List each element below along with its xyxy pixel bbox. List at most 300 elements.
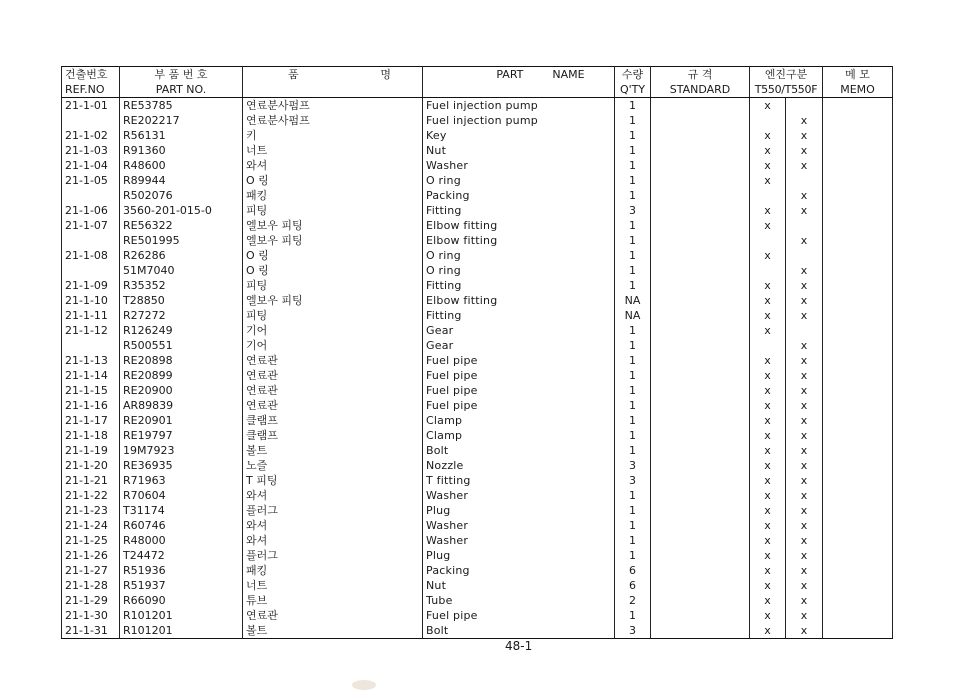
part-name-cell: Elbow fitting [423,233,615,248]
part-no-cell: RE20898 [120,353,243,368]
part-no-cell: RE501995 [120,233,243,248]
standard-cell [651,248,750,263]
standard-cell [651,113,750,128]
part-name-cell: O ring [423,173,615,188]
table-row [62,503,893,518]
engine-t550-cell: x [750,398,786,413]
part-name-cell: Bolt [423,443,615,458]
table-row [62,458,893,473]
part-name-cell: Clamp [423,413,615,428]
ref-no-cell: 21-1-08 [62,248,120,263]
page-number: 48-1 [505,639,533,653]
part-no-cell: T24472 [120,548,243,563]
header-std-ko: 규 격 [651,67,750,83]
korean-name-cell: 피팅 [243,278,423,293]
ref-no-cell [62,233,120,248]
table-row [62,263,893,278]
table-row [62,188,893,203]
standard-cell [651,503,750,518]
qty-cell: 1 [615,323,651,338]
memo-cell [823,233,893,248]
part-name-cell: Plug [423,548,615,563]
memo-cell [823,353,893,368]
qty-cell: 1 [615,263,651,278]
part-no-cell: R70604 [120,488,243,503]
qty-cell: 1 [615,338,651,353]
part-no-cell: R60746 [120,518,243,533]
engine-t550-cell: x [750,533,786,548]
header-ename [423,67,615,83]
engine-t550f-cell: x [786,233,823,248]
engine-t550f-cell: x [786,293,823,308]
engine-t550-cell: x [750,623,786,639]
standard-cell [651,233,750,248]
qty-cell: 3 [615,473,651,488]
table-row [62,473,893,488]
qty-cell: 1 [615,443,651,458]
korean-name-cell: T 피팅 [243,473,423,488]
engine-t550-cell: x [750,278,786,293]
standard-cell [651,128,750,143]
engine-t550f-cell: x [786,623,823,639]
part-name-cell: Washer [423,533,615,548]
qty-cell: 1 [615,608,651,623]
header-row-korean [62,67,893,83]
qty-cell: 1 [615,188,651,203]
standard-cell [651,98,750,114]
engine-t550-cell: x [750,443,786,458]
memo-cell [823,383,893,398]
engine-t550-cell: x [750,353,786,368]
engine-t550-cell: x [750,248,786,263]
standard-cell [651,293,750,308]
engine-t550f-cell [786,248,823,263]
ref-no-cell: 21-1-02 [62,128,120,143]
part-no-cell: R27272 [120,308,243,323]
engine-t550f-cell: x [786,548,823,563]
ref-no-cell: 21-1-21 [62,473,120,488]
memo-cell [823,518,893,533]
ref-no-cell: 21-1-05 [62,173,120,188]
ref-no-cell: 21-1-07 [62,218,120,233]
engine-t550f-cell: x [786,443,823,458]
engine-t550-cell: x [750,473,786,488]
standard-cell [651,518,750,533]
memo-cell [823,473,893,488]
korean-name-cell: 피팅 [243,203,423,218]
qty-cell: 1 [615,548,651,563]
part-no-cell: RE20901 [120,413,243,428]
ref-no-cell: 21-1-01 [62,98,120,114]
part-name-cell: Washer [423,488,615,503]
korean-name-cell: 기어 [243,323,423,338]
engine-t550f-cell: x [786,128,823,143]
ref-no-cell: 21-1-13 [62,353,120,368]
engine-t550f-cell: x [786,518,823,533]
engine-t550f-cell: x [786,503,823,518]
header-qty-ko: 수량 [615,67,651,83]
engine-t550-cell: x [750,563,786,578]
qty-cell: 1 [615,398,651,413]
engine-t550f-cell: x [786,473,823,488]
korean-name-cell: 튜브 [243,593,423,608]
header-ref-en: REF.NO [62,82,120,98]
header-ename-right: NAME [552,67,585,81]
qty-cell: 1 [615,233,651,248]
part-no-cell: R502076 [120,188,243,203]
engine-t550-cell [750,188,786,203]
memo-cell [823,98,893,114]
part-name-cell: T fitting [423,473,615,488]
ref-no-cell: 21-1-29 [62,593,120,608]
korean-name-cell: 볼트 [243,443,423,458]
table-row [62,173,893,188]
part-no-cell: T28850 [120,293,243,308]
header-kname-blank [243,82,423,98]
engine-t550f-cell: x [786,488,823,503]
paper-smudge [352,680,376,690]
korean-name-cell: 엘보우 피팅 [243,293,423,308]
ref-no-cell: 21-1-18 [62,428,120,443]
ref-no-cell: 21-1-20 [62,458,120,473]
table-row [62,233,893,248]
memo-cell [823,128,893,143]
table-row [62,488,893,503]
qty-cell: 1 [615,518,651,533]
standard-cell [651,143,750,158]
table-row [62,368,893,383]
part-name-cell: Tube [423,593,615,608]
korean-name-cell: 엘보우 피팅 [243,218,423,233]
qty-cell: 3 [615,623,651,639]
memo-cell [823,488,893,503]
part-name-cell: Key [423,128,615,143]
qty-cell: NA [615,308,651,323]
engine-t550f-cell: x [786,533,823,548]
table-row [62,158,893,173]
engine-t550-cell: x [750,578,786,593]
table-row [62,203,893,218]
engine-t550-cell: x [750,308,786,323]
memo-cell [823,218,893,233]
ref-no-cell [62,188,120,203]
memo-cell [823,608,893,623]
part-no-cell: RE19797 [120,428,243,443]
part-name-cell: Elbow fitting [423,218,615,233]
memo-cell [823,173,893,188]
ref-no-cell: 21-1-15 [62,383,120,398]
qty-cell: 1 [615,128,651,143]
table-row [62,623,893,639]
header-eng-en: T550/T550F [750,82,823,98]
standard-cell [651,548,750,563]
header-part-ko: 부 품 번 호 [120,67,243,83]
part-no-cell: AR89839 [120,398,243,413]
ref-no-cell: 21-1-28 [62,578,120,593]
table-row [62,308,893,323]
part-name-cell: Clamp [423,428,615,443]
engine-t550f-cell: x [786,398,823,413]
engine-t550f-cell: x [786,278,823,293]
korean-name-cell: 연료관 [243,368,423,383]
header-ename-blank [423,82,615,98]
engine-t550f-cell: x [786,338,823,353]
engine-t550-cell [750,338,786,353]
korean-name-cell: 플러그 [243,503,423,518]
part-name-cell: Washer [423,158,615,173]
part-name-cell: Gear [423,323,615,338]
part-no-cell: R89944 [120,173,243,188]
part-no-cell: RE20900 [120,383,243,398]
qty-cell: 3 [615,458,651,473]
engine-t550f-cell: x [786,353,823,368]
part-name-cell: Gear [423,338,615,353]
memo-cell [823,413,893,428]
memo-cell [823,503,893,518]
standard-cell [651,368,750,383]
korean-name-cell: 기어 [243,338,423,353]
ref-no-cell: 21-1-10 [62,293,120,308]
qty-cell: 1 [615,248,651,263]
standard-cell [651,323,750,338]
memo-cell [823,188,893,203]
part-name-cell: Fuel injection pump [423,98,615,114]
part-name-cell: Fuel pipe [423,353,615,368]
part-no-cell: RE53785 [120,98,243,114]
standard-cell [651,218,750,233]
korean-name-cell: 플러그 [243,548,423,563]
korean-name-cell: O 링 [243,263,423,278]
standard-cell [651,398,750,413]
qty-cell: 6 [615,563,651,578]
standard-cell [651,383,750,398]
engine-t550-cell: x [750,548,786,563]
korean-name-cell: 패킹 [243,188,423,203]
korean-name-cell: 연료관 [243,398,423,413]
part-name-cell: Nozzle [423,458,615,473]
part-name-cell: Fuel pipe [423,383,615,398]
ref-no-cell [62,263,120,278]
korean-name-cell: 연료관 [243,383,423,398]
header-qty-en: Q'TY [615,82,651,98]
engine-t550f-cell: x [786,458,823,473]
qty-cell: 1 [615,488,651,503]
standard-cell [651,308,750,323]
korean-name-cell: 패킹 [243,563,423,578]
korean-name-cell: 너트 [243,143,423,158]
table-row [62,218,893,233]
part-no-cell: R51936 [120,563,243,578]
qty-cell: 1 [615,98,651,114]
standard-cell [651,203,750,218]
memo-cell [823,308,893,323]
standard-cell [651,278,750,293]
part-no-cell: R126249 [120,323,243,338]
ref-no-cell: 21-1-27 [62,563,120,578]
part-no-cell: R48600 [120,158,243,173]
part-no-cell: R71963 [120,473,243,488]
header-ref-ko: 건출번호 [62,67,120,83]
engine-t550f-cell [786,98,823,114]
part-name-cell: O ring [423,263,615,278]
standard-cell [651,488,750,503]
engine-t550f-cell [786,173,823,188]
part-no-cell: 19M7923 [120,443,243,458]
standard-cell [651,608,750,623]
engine-t550-cell: x [750,203,786,218]
part-name-cell: Packing [423,188,615,203]
engine-t550-cell: x [750,488,786,503]
standard-cell [651,533,750,548]
table-row [62,533,893,548]
engine-t550-cell: x [750,458,786,473]
table-row [62,518,893,533]
standard-cell [651,443,750,458]
korean-name-cell: O 링 [243,173,423,188]
table-row [62,398,893,413]
korean-name-cell: 엘보우 피팅 [243,233,423,248]
memo-cell [823,278,893,293]
standard-cell [651,593,750,608]
memo-cell [823,203,893,218]
memo-cell [823,248,893,263]
engine-t550f-cell [786,218,823,233]
engine-t550f-cell: x [786,563,823,578]
memo-cell [823,293,893,308]
ref-no-cell: 21-1-11 [62,308,120,323]
ref-no-cell: 21-1-14 [62,368,120,383]
ref-no-cell: 21-1-25 [62,533,120,548]
ref-no-cell [62,338,120,353]
ref-no-cell: 21-1-30 [62,608,120,623]
qty-cell: 1 [615,173,651,188]
engine-t550f-cell: x [786,383,823,398]
qty-cell: 1 [615,143,651,158]
engine-t550f-cell: x [786,143,823,158]
standard-cell [651,428,750,443]
header-eng-ko: 엔진구분 [750,67,823,83]
header-kname-left: 품 [288,67,299,81]
korean-name-cell: 연료분사펌프 [243,113,423,128]
qty-cell: 1 [615,218,651,233]
ref-no-cell: 21-1-06 [62,203,120,218]
header-kname-right: 명 [380,67,391,81]
memo-cell [823,578,893,593]
part-no-cell: R51937 [120,578,243,593]
table-row [62,293,893,308]
engine-t550-cell: x [750,428,786,443]
header-memo-ko: 메 모 [823,67,893,83]
table-row [62,353,893,368]
ref-no-cell: 21-1-22 [62,488,120,503]
standard-cell [651,173,750,188]
header-std-en: STANDARD [651,82,750,98]
header-ename-left: PART [496,67,524,81]
part-name-cell: Plug [423,503,615,518]
part-no-cell: R56131 [120,128,243,143]
part-no-cell: RE202217 [120,113,243,128]
engine-t550-cell: x [750,518,786,533]
part-no-cell: R101201 [120,623,243,639]
engine-t550-cell: x [750,383,786,398]
table-row [62,338,893,353]
qty-cell: 1 [615,383,651,398]
memo-cell [823,563,893,578]
ref-no-cell: 21-1-09 [62,278,120,293]
part-name-cell: Fuel pipe [423,368,615,383]
engine-t550-cell: x [750,98,786,114]
part-no-cell: R91360 [120,143,243,158]
engine-t550f-cell: x [786,158,823,173]
table-row [62,413,893,428]
header-memo-en: MEMO [823,82,893,98]
header-row-english [62,82,893,98]
part-no-cell: R66090 [120,593,243,608]
memo-cell [823,398,893,413]
memo-cell [823,533,893,548]
engine-t550f-cell: x [786,368,823,383]
table-row [62,143,893,158]
ref-no-cell: 21-1-26 [62,548,120,563]
qty-cell: 1 [615,413,651,428]
memo-cell [823,323,893,338]
part-name-cell: Nut [423,143,615,158]
ref-no-cell: 21-1-16 [62,398,120,413]
engine-t550f-cell: x [786,578,823,593]
table-row [62,578,893,593]
memo-cell [823,338,893,353]
standard-cell [651,338,750,353]
part-no-cell: T31174 [120,503,243,518]
engine-t550f-cell: x [786,203,823,218]
memo-cell [823,143,893,158]
engine-t550-cell: x [750,293,786,308]
part-no-cell: RE20899 [120,368,243,383]
engine-t550f-cell: x [786,428,823,443]
qty-cell: 1 [615,113,651,128]
engine-t550-cell [750,233,786,248]
engine-t550-cell: x [750,173,786,188]
part-no-cell: 3560-201-015-0 [120,203,243,218]
standard-cell [651,188,750,203]
qty-cell: 6 [615,578,651,593]
qty-cell: NA [615,293,651,308]
standard-cell [651,563,750,578]
part-name-cell: Fitting [423,278,615,293]
engine-t550-cell: x [750,608,786,623]
part-name-cell: Packing [423,563,615,578]
memo-cell [823,593,893,608]
table-row [62,128,893,143]
table-row [62,548,893,563]
table-row [62,443,893,458]
qty-cell: 2 [615,593,651,608]
standard-cell [651,458,750,473]
table-row [62,98,893,114]
ref-no-cell: 21-1-31 [62,623,120,639]
table-row [62,113,893,128]
korean-name-cell: 와셔 [243,488,423,503]
table-row [62,563,893,578]
part-name-cell: Fitting [423,308,615,323]
part-no-cell: R26286 [120,248,243,263]
part-no-cell: R500551 [120,338,243,353]
engine-t550-cell [750,263,786,278]
standard-cell [651,413,750,428]
standard-cell [651,578,750,593]
ref-no-cell: 21-1-17 [62,413,120,428]
korean-name-cell: 클램프 [243,428,423,443]
